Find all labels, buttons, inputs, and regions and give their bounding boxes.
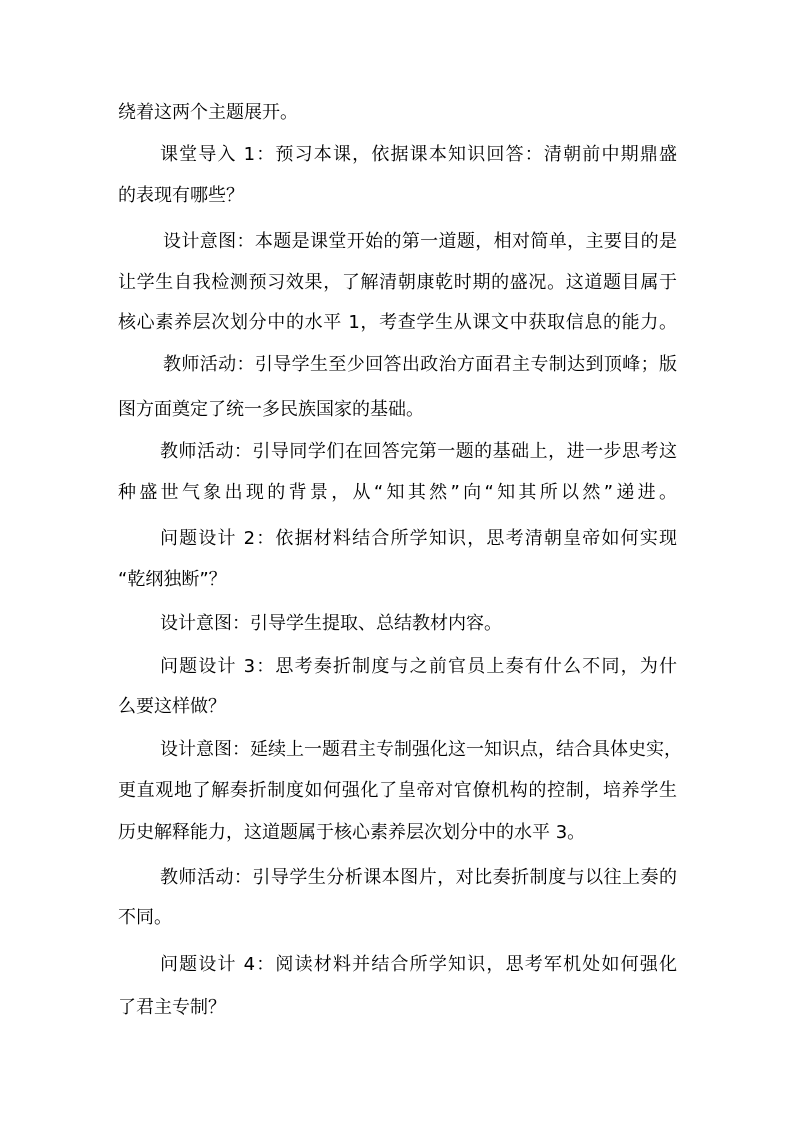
text-line: 问题设计 3：思考奏折制度与之前官员上奏有什么不同，为什	[160, 656, 677, 677]
text-line: 绕着这两个主题展开。	[118, 102, 298, 123]
text-line: 设计意图：引导学生提取、总结教材内容。	[160, 613, 502, 634]
text-line: 图方面奠定了统一多民族国家的基础。	[118, 399, 424, 420]
text-line: 问题设计 4：阅读材料并结合所学知识，思考军机处如何强化	[160, 954, 677, 975]
text-line: 教师活动：引导学生分析课本图片，对比奏折制度与以往上奏的	[160, 867, 677, 888]
text-line: 的表现有哪些？	[118, 185, 244, 206]
text-line: 教师活动：引导学生至少回答出政治方面君主专制达到顶峰；版	[163, 354, 677, 375]
text-line: “乾纲独断”？	[118, 569, 227, 590]
text-line: 教师活动：引导同学们在回答完第一题的基础上，进一步思考这	[160, 441, 677, 462]
text-line: 核心素养层次划分中的水平 1，考查学生从课文中获取信息的能力。	[118, 312, 677, 333]
text-line: 了君主专制？	[118, 997, 226, 1018]
text-line: 不同。	[118, 907, 172, 928]
text-line: 历史解释能力，这道题属于核心素养层次划分中的水平 3。	[118, 822, 586, 843]
text-line: 让学生自我检测预习效果，了解清朝康乾时期的盛况。这道题目属于	[118, 272, 677, 293]
text-line: 设计意图：本题是课堂开始的第一道题，相对简单，主要目的是	[163, 231, 677, 252]
text-line: 问题设计 2：依据材料结合所学知识，思考清朝皇帝如何实现	[160, 528, 677, 549]
text-line: 设计意图：延续上一题君主专制强化这一知识点，结合具体史实，	[160, 739, 682, 760]
text-line: 么要这样做？	[118, 696, 226, 717]
text-line: 课堂导入 1：预习本课，依据课本知识回答：清朝前中期鼎盛	[160, 144, 677, 165]
text-line: 更直观地了解奏折制度如何强化了皇帝对官僚机构的控制，培养学生	[118, 780, 677, 801]
text-line: 种盛世气象出现的背景，从“知其然”向“知其所以然”递进。	[118, 482, 677, 503]
